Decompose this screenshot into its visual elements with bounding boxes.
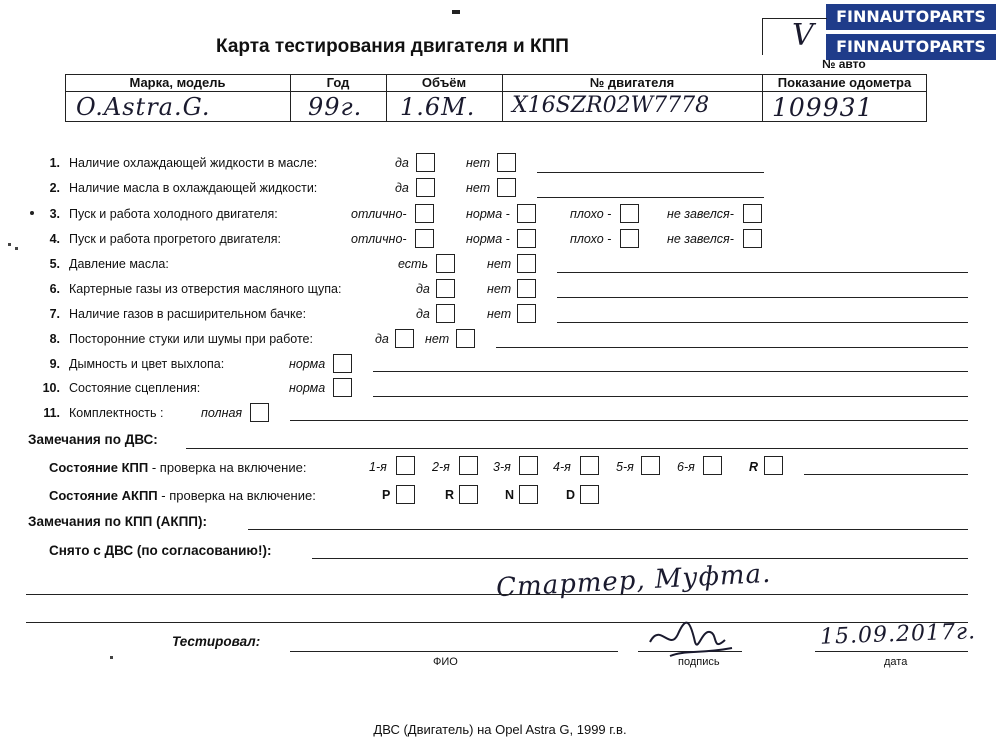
- row-8-checkbox-no[interactable]: [456, 329, 475, 348]
- row-4-text: Пуск и работа прогретого двигателя:: [69, 232, 281, 246]
- row-1-checkbox-no[interactable]: [497, 153, 516, 172]
- row-5-checkbox-no[interactable]: [517, 254, 536, 273]
- removed-label: Снято с ДВС (по согласованию!):: [49, 543, 272, 558]
- row-4-checkbox-bad[interactable]: [620, 229, 639, 248]
- row-1-opt-no: нет: [466, 156, 491, 170]
- page-title: Карта тестирования двигателя и КПП: [216, 36, 569, 57]
- row-2-checkbox-no[interactable]: [497, 178, 516, 197]
- row-6-opt-yes: да: [416, 282, 430, 296]
- row-2-num: 2.: [49, 181, 60, 195]
- row-7-text: Наличие газов в расширительном бачке:: [69, 307, 307, 321]
- hw-date: 15.09.2017г.: [819, 619, 977, 650]
- header-model: Марка, модель: [129, 75, 226, 90]
- auto-gear-n-checkbox[interactable]: [519, 485, 538, 504]
- row-6-text: Картерные газы из отверстия масляного щупа:: [69, 282, 342, 296]
- row-3-checkbox-excellent[interactable]: [415, 204, 434, 223]
- row-1-text: Наличие охлаждающей жидкости в масле:: [69, 156, 318, 170]
- tested-label: Тестировал:: [172, 634, 261, 649]
- row-10-opt-normal: норма: [289, 381, 326, 395]
- row-3-opt-normal: норма -: [466, 207, 510, 221]
- gear-5-label: 5-я: [616, 460, 634, 474]
- row-4-opt-excellent: отлично-: [351, 232, 407, 246]
- hw-model: O.Astra.G.: [76, 93, 211, 121]
- row-2-opt-yes: да: [395, 181, 409, 195]
- hw-year: 99г.: [308, 93, 363, 121]
- row-5-opt-no: нет: [487, 257, 512, 271]
- row-3-checkbox-nostart[interactable]: [743, 204, 762, 223]
- row-6-checkbox-no[interactable]: [517, 279, 536, 298]
- row-7-checkbox-no[interactable]: [517, 304, 536, 323]
- gear-4-checkbox[interactable]: [580, 456, 599, 475]
- row-4-opt-normal: норма -: [466, 232, 510, 246]
- row-8-num: 8.: [49, 332, 60, 346]
- row-8-text: Посторонние стуки или шумы при работе:: [69, 332, 313, 346]
- row-5-checkbox-yes[interactable]: [436, 254, 455, 273]
- auto-gearbox-label: Состояние АКПП - проверка на включение:: [49, 488, 316, 503]
- row-9-text: Дымность и цвет выхлопа:: [69, 357, 225, 371]
- row-11-checkbox-full[interactable]: [250, 403, 269, 422]
- row-11-opt-full: полная: [201, 406, 243, 420]
- row-4-checkbox-nostart[interactable]: [743, 229, 762, 248]
- gear-3-label: 3-я: [493, 460, 511, 474]
- gearbox-label: Состояние КПП - проверка на включение:: [49, 460, 307, 475]
- row-5-text: Давление масла:: [69, 257, 169, 271]
- row-3-opt-nostart: не завелся-: [667, 207, 734, 221]
- row-3-checkbox-bad[interactable]: [620, 204, 639, 223]
- row-9-checkbox-normal[interactable]: [333, 354, 352, 373]
- header-year: Год: [326, 75, 350, 90]
- fio-label: ФИО: [433, 656, 458, 668]
- row-2-opt-no: нет: [466, 181, 491, 195]
- row-7-opt-yes: да: [416, 307, 430, 321]
- row-3-opt-excellent: отлично-: [351, 207, 407, 221]
- row-4-checkbox-excellent[interactable]: [415, 229, 434, 248]
- hw-volume: 1.6M.: [400, 93, 476, 121]
- hw-removed-note: Стартер, Муфта.: [495, 558, 772, 604]
- gear-r-checkbox[interactable]: [764, 456, 783, 475]
- row-11-num: 11.: [43, 406, 60, 420]
- row-3-num: 3.: [49, 207, 60, 221]
- auto-gear-p-label: P: [382, 488, 391, 502]
- auto-gear-p-checkbox[interactable]: [396, 485, 415, 504]
- gear-1-label: 1-я: [369, 460, 387, 474]
- auto-gear-d-checkbox[interactable]: [580, 485, 599, 504]
- row-7-num: 7.: [49, 307, 60, 321]
- row-1-opt-yes: да: [395, 156, 409, 170]
- row-9-opt-normal: норма: [289, 357, 326, 371]
- row-1-checkbox-yes[interactable]: [416, 153, 435, 172]
- sign-label: подпись: [678, 656, 720, 668]
- row-5-num: 5.: [49, 257, 60, 271]
- watermark-logo: FINNAUTOPARTS: [826, 4, 996, 30]
- row-3-text: Пуск и работа холодного двигателя:: [69, 207, 278, 221]
- row-6-opt-no: нет: [487, 282, 512, 296]
- gear-2-checkbox[interactable]: [459, 456, 478, 475]
- gear-6-checkbox[interactable]: [703, 456, 722, 475]
- gear-2-label: 2-я: [432, 460, 450, 474]
- row-4-checkbox-normal[interactable]: [517, 229, 536, 248]
- row-6-num: 6.: [49, 282, 60, 296]
- header-engine-no: № двигателя: [589, 75, 675, 90]
- hw-engine-no: X16SZR02W7778: [512, 93, 710, 118]
- row-1-num: 1.: [49, 156, 60, 170]
- row-2-checkbox-yes[interactable]: [416, 178, 435, 197]
- stray-dot-2: [8, 243, 11, 246]
- row-4-opt-bad: плохо -: [570, 232, 612, 246]
- row-8-opt-yes: да: [375, 332, 389, 346]
- gear-r-label: R: [749, 460, 759, 474]
- auto-gear-n-label: N: [505, 488, 515, 502]
- row-2-text: Наличие масла в охлаждающей жидкости:: [69, 181, 318, 195]
- stray-dot: [30, 211, 34, 215]
- gear-1-checkbox[interactable]: [396, 456, 415, 475]
- gear-4-label: 4-я: [553, 460, 571, 474]
- stray-dot-3: [15, 247, 18, 250]
- row-10-num: 10.: [42, 381, 60, 395]
- hw-odometer: 109931: [772, 93, 874, 122]
- row-3-checkbox-normal[interactable]: [517, 204, 536, 223]
- row-8-opt-no: нет: [425, 332, 450, 346]
- row-10-text: Состояние сцепления:: [69, 381, 201, 395]
- header-volume: Объём: [421, 75, 467, 90]
- auto-number-hw: V: [792, 18, 815, 53]
- row-7-checkbox-yes[interactable]: [436, 304, 455, 323]
- row-11-text: Комплектность :: [69, 406, 164, 420]
- row-5-opt-yes: есть: [398, 257, 429, 271]
- stray-dot-4: [110, 656, 113, 659]
- header-odometer: Показание одометра: [777, 75, 912, 90]
- row-3-opt-bad: плохо -: [570, 207, 612, 221]
- auto-no-label: № авто: [822, 57, 866, 71]
- row-9-num: 9.: [49, 357, 60, 371]
- row-10-checkbox-normal[interactable]: [333, 378, 352, 397]
- auto-gear-r-label: R: [445, 488, 455, 502]
- auto-gear-d-label: D: [566, 488, 576, 502]
- gear-3-checkbox[interactable]: [519, 456, 538, 475]
- row-8-checkbox-yes[interactable]: [395, 329, 414, 348]
- row-4-opt-nostart: не завелся-: [667, 232, 734, 246]
- stray-mark: [452, 10, 460, 14]
- watermark-logo-2: FINNAUTOPARTS: [826, 34, 996, 60]
- date-label: дата: [884, 656, 908, 668]
- row-4-num: 4.: [49, 232, 60, 246]
- remarks-gearbox-label: Замечания по КПП (АКПП):: [28, 514, 207, 529]
- page-caption: ДВС (Двигатель) на Opel Astra G, 1999 г.в.: [373, 722, 627, 737]
- gear-5-checkbox[interactable]: [641, 456, 660, 475]
- row-6-checkbox-yes[interactable]: [436, 279, 455, 298]
- auto-gear-r-checkbox[interactable]: [459, 485, 478, 504]
- gear-6-label: 6-я: [677, 460, 695, 474]
- signature-image: [640, 612, 740, 662]
- row-7-opt-no: нет: [487, 307, 512, 321]
- remarks-engine-label: Замечания по ДВС:: [28, 432, 158, 447]
